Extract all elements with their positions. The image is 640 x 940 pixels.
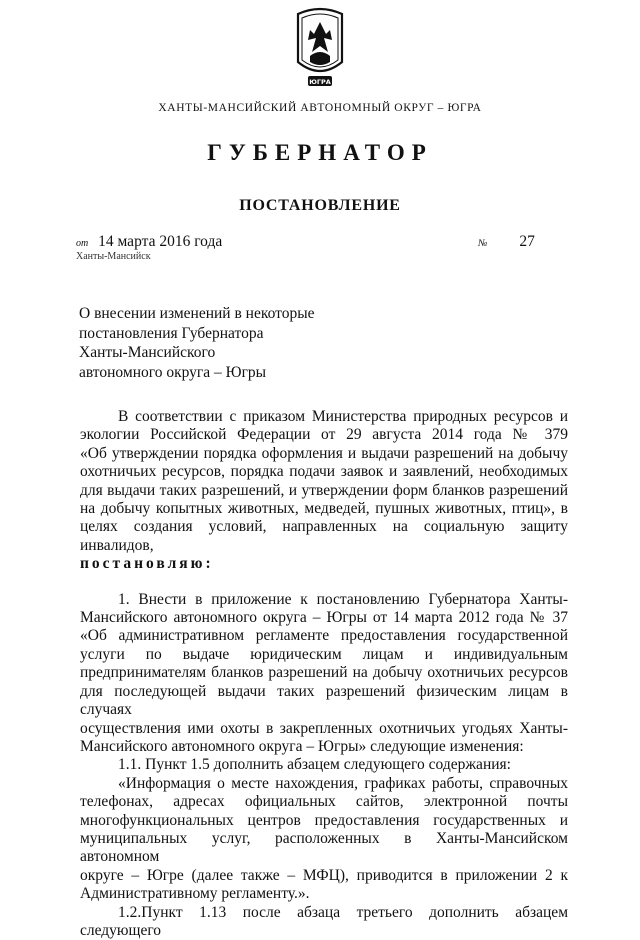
quote-line: муниципальных услуг, расположенных в Ханты-Мансийском автономном: [80, 829, 568, 866]
quote-line: телефонах, адресах официальных сайтов, электронной почты: [80, 793, 568, 811]
decree-heading: ПОСТАНОВЛЕНИЕ: [239, 197, 401, 214]
item1-line: 1. Внести в приложение к постановлению Губернатора Ханты-: [118, 590, 568, 608]
date-row: [76, 233, 222, 251]
coat-of-arms-emblem: [288, 6, 352, 96]
number-row: [478, 233, 535, 251]
number-prefix: №: [478, 238, 488, 249]
item1-2-line: 1.2.Пункт 1.13 после абзаца третьего дополнить абзацем следующего: [80, 903, 568, 939]
document-subject: [79, 304, 315, 382]
item1-1-line: 1.1. Пункт 1.5 дополнить абзацем следующего содержания:: [118, 756, 511, 774]
quote-line: многофункциональных центров предоставления государственных и: [80, 811, 568, 829]
item1-line: Мансийского автономного округа – Югры от 14 марта 2012 года № 37: [80, 609, 568, 627]
document-body: [80, 408, 568, 940]
date-prefix: от: [76, 238, 89, 249]
preamble-line: для выдачи таких разрешений, и утверждении форм бланков разрешений: [80, 481, 568, 499]
item1-line: услуги по выдаче юридическим лицам и индивидуальным: [80, 645, 568, 663]
item1-line: Мансийского автономного округа – Югры» следующие изменения:: [80, 737, 524, 755]
preamble-line: «Об утверждении порядка оформления и выдачи разрешений на добычу: [80, 444, 568, 462]
item1-line: для последующей выдачи таких разрешений физическим лицам в случаях: [80, 682, 568, 719]
resolve-word: постановляю:: [80, 555, 214, 573]
quote-line: округе – Югре (далее также – МФЦ), приводится в приложении 2 к: [80, 866, 568, 884]
quote-line: Административному регламенту.».: [80, 885, 310, 903]
document-number: 27: [519, 233, 535, 250]
item1-line: «Об административном регламенте предоставления государственной: [80, 627, 568, 645]
item1-line: предпринимателям бланков разрешений на добычу охотничьих ресурсов: [80, 664, 568, 682]
preamble-line: охотничьих ресурсов, порядка подачи заявок и заявлений, необходимых: [80, 463, 568, 481]
preamble-line: экологии Российской Федерации от 29 августа 2014 года № 379: [80, 426, 568, 444]
quote-line: «Информация о месте нахождения, графиках работы, справочных: [118, 774, 568, 792]
emblem-label: ЮГРА: [309, 78, 331, 86]
governor-heading: ГУБЕРНАТОР: [207, 140, 433, 165]
preamble-line: В соответствии с приказом Министерства природных ресурсов и: [118, 408, 568, 425]
preamble-line: на добычу копытных животных, медведей, пушных животных, птиц», в: [80, 500, 568, 518]
city-name: Ханты-Мансийск: [76, 251, 151, 262]
subject-line: автономного округа – Югры: [79, 363, 267, 381]
subject-line: Ханты-Мансийского: [79, 344, 216, 361]
region-name: ХАНТЫ-МАНСИЙСКИЙ АВТОНОМНЫЙ ОКРУГ – ЮГРА: [158, 102, 482, 114]
item1-line: осуществления ими охоты в закрепленных охотничьих угодьях Ханты-: [80, 719, 568, 737]
subject-line: постановления Губернатора: [79, 324, 264, 342]
document-date: 14 марта 2016 года: [98, 233, 223, 250]
preamble-line: целях создания условий, направленных на социальную защиту инвалидов,: [80, 518, 568, 554]
subject-line: О внесении изменений в некоторые: [79, 305, 315, 322]
